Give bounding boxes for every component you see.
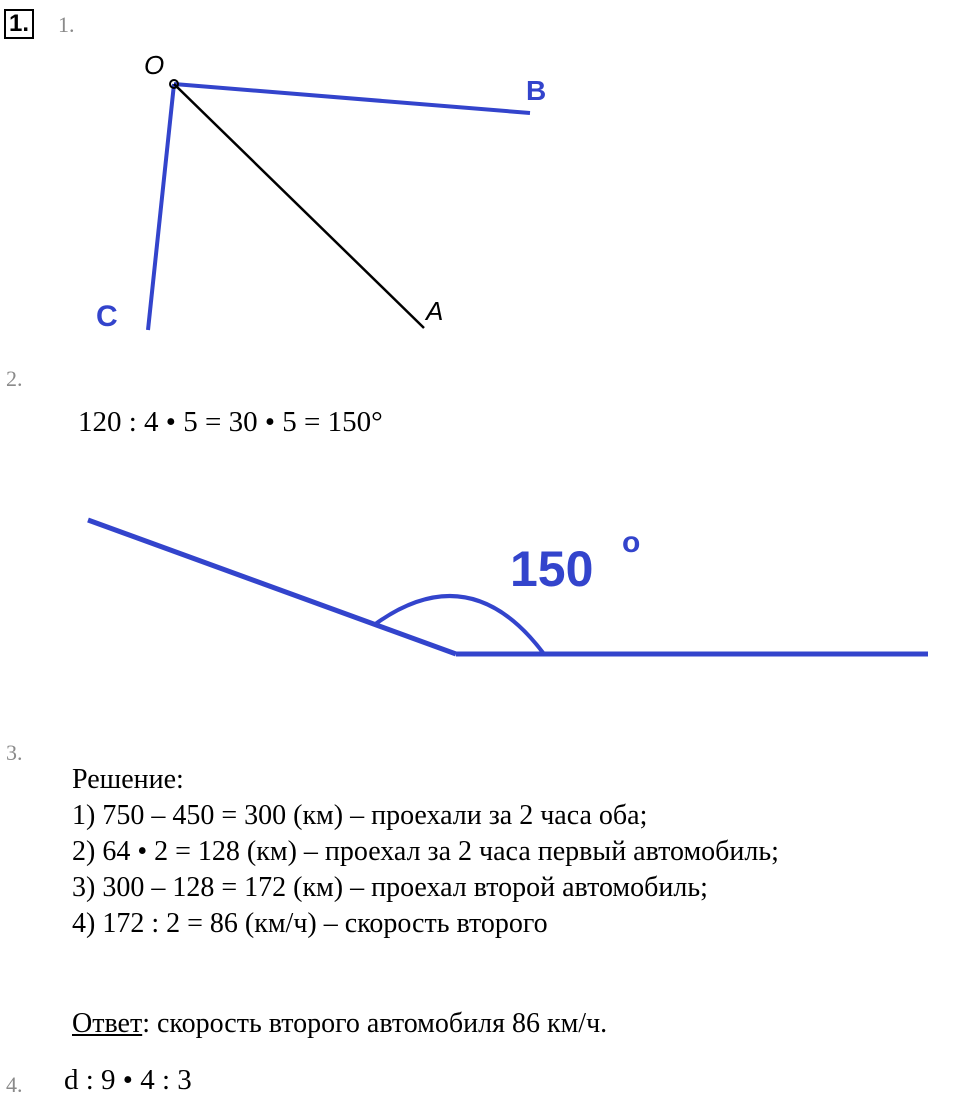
answer-label: Ответ [72, 1008, 143, 1039]
degree-mark: o [622, 526, 641, 559]
answer-line [72, 1006, 607, 1042]
solution-step-2: 2) 64 • 2 = 128 (км) – проехал за 2 часа первый автомобиль; [72, 836, 779, 867]
part-2-number: 2. [6, 366, 23, 391]
label-a: A [426, 296, 444, 326]
angle-label: 150 [510, 541, 594, 597]
solution-block [72, 762, 779, 942]
label-o: O [144, 50, 165, 80]
angle-ray-left [88, 520, 456, 654]
solution-step-3: 3) 300 – 128 = 172 (км) – проехал второй автомобиль; [72, 872, 708, 903]
label-c: C [96, 300, 118, 333]
solution-heading: Решение: [72, 764, 184, 795]
part-4-expression: d : 9 • 4 : 3 [64, 1064, 192, 1096]
part-1-angle-diagram [0, 40, 600, 350]
part-2-angle-diagram [0, 510, 960, 680]
solution-step-1: 1) 750 – 450 = 300 (км) – проехали за 2 часа оба; [72, 800, 648, 831]
angle-arc [374, 596, 544, 654]
ray-oa [174, 84, 424, 328]
part-4-number: 4. [6, 1072, 23, 1097]
ray-oc [148, 84, 174, 330]
ray-ob [174, 84, 530, 113]
part-2-formula: 120 : 4 • 5 = 30 • 5 = 150° [78, 406, 383, 438]
label-b: B [526, 75, 547, 106]
solution-step-4: 4) 172 : 2 = 86 (км/ч) – скорость второго [72, 908, 548, 939]
part-3-number: 3. [6, 740, 23, 765]
answer-text: : скорость второго автомобиля 86 км/ч. [142, 1008, 608, 1039]
task-number-box: 1. [4, 9, 34, 39]
part-1-number: 1. [58, 12, 75, 37]
